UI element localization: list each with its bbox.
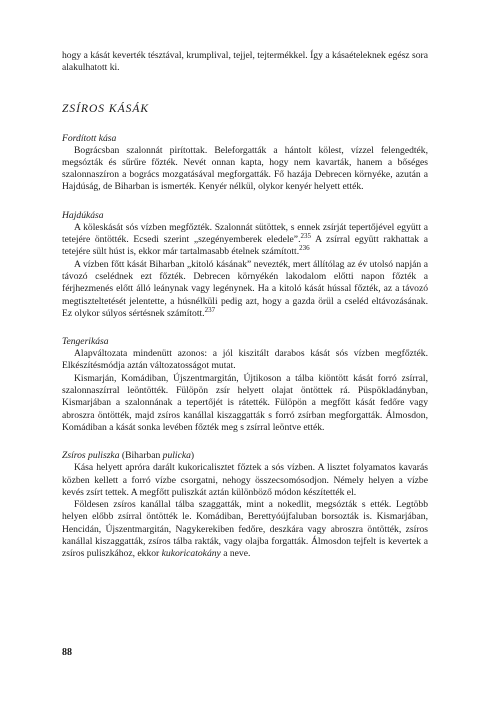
footnote-marker: 236 (299, 244, 310, 253)
paragraph: A vízben főtt kását Biharban „kitoló kásának” nevezték, mert állítólag az év utolsó napján a távozó cselédnek ezt főzték. Debrecen környékén lakodalom előtti napon főzték a férjhezmenés előtt álló leánynak vagy legénynek. Ha a kitoló kását hússal főzték, az a távozó megtiszteltetését jelentette, a húsnélküli pedig azt, hogy a gazda örül a cseléd eltávozásának. Ez olykor súlyos sértésnek számított.$^{237}$ (62, 258, 428, 319)
paragraph: Kása helyett apróra darált kukoricalisztet főztek a sós vízben. A lisztet folyamatos kavarás közben kellett a forró vízbe csorgatni, nehogy összecsomósodjon. Némely helyen a vízbe kevés zsírt tettek. A megfőtt puliszkát aztán különböző módon készítették el. (62, 462, 428, 498)
paragraph: Bográcsban szalonnát pirítottak. Beleforgatták a hántolt kölest, vízzel felengedték, megsózták és sűrűre főzték. Nevét onnan kapta, hogy nem kavarták, hanem a bőséges szalonnaszíron a bogrács mozgatásával megforgatták. Fő hazája Debrecen környéke, azután a Hajdúság, de Biharban is ismerték. Kenyér nélkül, olykor kenyér helyett ették. (62, 144, 428, 193)
paragraph: Alapváltozata mindenütt azonos: a jól kiszitált darabos kását sós vízben megfőzték. Elkészítésmódja aztán változatosságot mutat. (62, 348, 428, 372)
intro-paragraph: hogy a kását keverték tésztával, krumplival, tejjel, tejtermékkel. Így a kásaételeknek egész sora alakulhatott ki. (62, 50, 428, 74)
subheading-forditott-kasa: Fordított kása (62, 132, 117, 144)
paragraph: Kismarján, Komádiban, Újszentmargitán, Újtikoson a tálba kiöntött kását forró zsírral, szalonnaszírral leöntötték. Fülöpön zsír helyett olajat öntöttek rá. Püspökladányban, Kismarjában a szalonnának a tepertőjét is rátették. Fülöpön a megfőtt kását fedőre vagy abroszra öntötték, majd zsíros kanállal kiszaggatták s forró zsírban megforgatták. Álmosdon, Komádiban a kását sonka levében főzték meg s zsírral leöntve ették. (62, 372, 428, 433)
subheading-zsiros-puliszka: Zsíros puliszka (Biharban pulicka) (62, 450, 195, 462)
footnote-marker: 235 (300, 232, 311, 241)
subheading-hajdukasa: Hajdúkása (62, 209, 104, 221)
paragraph: A köleskását sós vízben megfőzték. Szalonnát sütöttek, s ennek zsírját tepertőjével együtt a tetejére öntötték. Ecsedi szerint „szegényemberek eledele”.$^{235}$ A zsírral együtt rakhattak a tetejére sült húst is, ekkor már tartalmasabb ételnek számított.$^{236}$ (62, 221, 428, 258)
section-title: ZSÍROS KÁSÁK (62, 102, 150, 115)
footnote-marker: 237 (204, 305, 216, 314)
subheading-tengerikasa: Tengerikása (62, 336, 109, 348)
paragraph: Földesen zsíros kanállal tálba szaggatták, mint a nokedlit, megsózták s ették. Legtöbb helyen előbb zsírral öntötték le. Komádiban, Berettyóújfaluban borsozták is. Kismarjában, Hencidán, Újszentmargitán, Nagykerekiben fedőre, deszkára vagy abroszra öntötték, zsíros kanállal kiszaggatták, zsíros tálba rakták, vagy olajba forgatták. Álmosdon tejfelt is kevertek a zsíros puliszkához, ekkor kukoricatokány a neve. (62, 499, 428, 560)
page-number: 88 (62, 647, 72, 658)
